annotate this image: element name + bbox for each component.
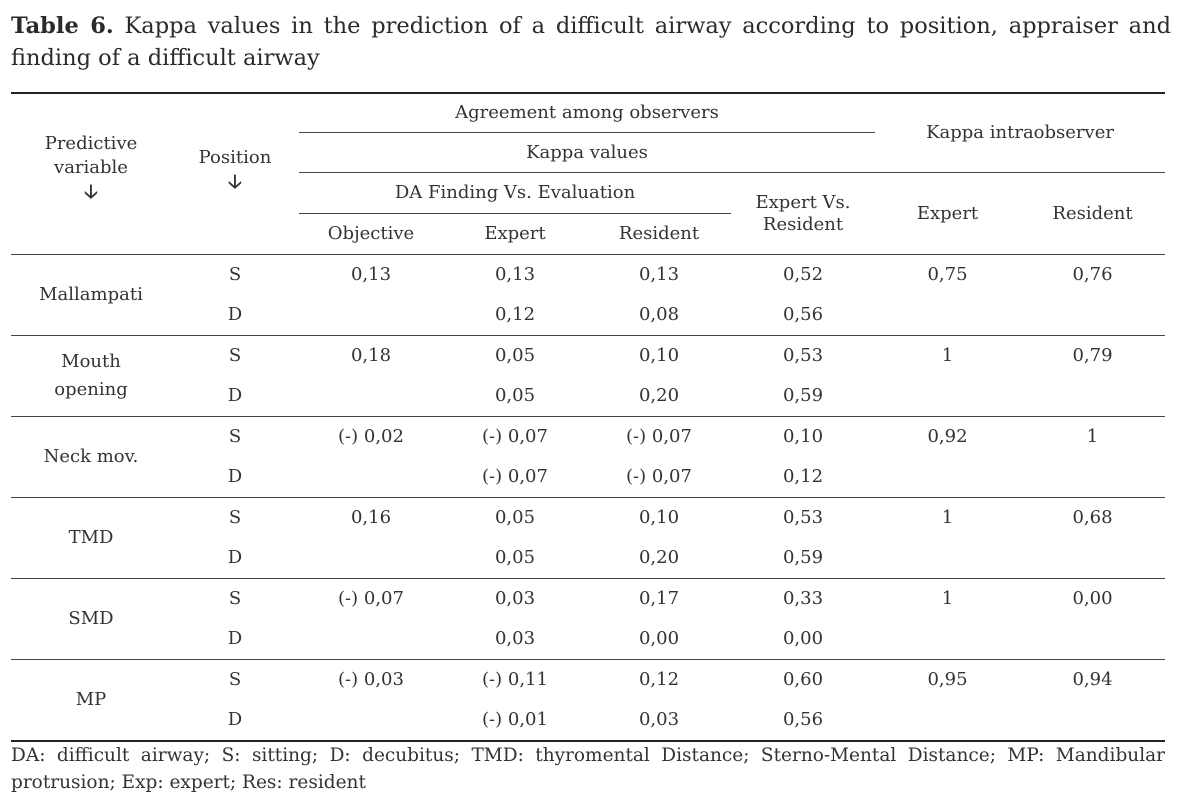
- position-cell: S: [171, 579, 299, 620]
- expert-cell: 0,05: [494, 547, 536, 568]
- header-kappa-values: Kappa values: [299, 133, 875, 173]
- intra-resident-cell: 0,00: [1020, 579, 1165, 620]
- expert-cell: 0,05: [494, 385, 536, 406]
- intra-expert-cell: 1: [875, 498, 1020, 539]
- table-caption: [11, 10, 1171, 74]
- resident-cell: 0,20: [638, 385, 680, 406]
- exp-vs-res-cell: 0,56: [782, 304, 824, 325]
- expert-cell: (-) 0,07: [482, 466, 548, 487]
- expert-cell: 0,03: [494, 628, 536, 649]
- variable-name: TMD: [68, 527, 114, 548]
- position-cell: S: [171, 498, 299, 539]
- table-caption-text: Kappa values in the prediction of a difficult airway according to position, appraiser and finding of a difficult airway: [11, 13, 1171, 71]
- exp-vs-res-cell: 0,60: [731, 660, 875, 701]
- expert-cell: 0,03: [443, 579, 587, 620]
- resident-cell: 0,13: [587, 255, 731, 296]
- position-cell: D: [227, 628, 243, 649]
- objective-cell: 0,16: [299, 498, 443, 539]
- intra-expert-cell: 1: [875, 336, 1020, 377]
- position-cell: S: [171, 417, 299, 458]
- header-predictive-variable: [11, 93, 171, 255]
- expert-cell: 0,05: [443, 336, 587, 377]
- position-cell: D: [227, 547, 243, 568]
- exp-vs-res-cell: 0,53: [731, 498, 875, 539]
- table-caption-label: Table 6.: [11, 13, 114, 39]
- header-kappa-intraobserver: Kappa intraobserver: [875, 93, 1165, 173]
- table-row: [11, 700, 1165, 741]
- resident-cell: 0,10: [587, 498, 731, 539]
- variable-cell: [11, 498, 171, 579]
- intra-expert-cell: 0,92: [875, 417, 1020, 458]
- header-expert-vs-resident-line2: Resident: [762, 213, 844, 235]
- objective-cell: [299, 700, 443, 741]
- objective-cell: [299, 295, 443, 336]
- table-row: [11, 538, 1165, 579]
- table-footnote: DA: difficult airway; S: sitting; D: decubitus; TMD: thyromental Distance; Sterno-Mental Distance; MP: Mandibular protrusion; Exp: expert; Res: resident: [11, 745, 1165, 793]
- exp-vs-res-cell: 0,59: [782, 547, 824, 568]
- intra-resident-cell: 0,79: [1020, 336, 1165, 377]
- header-predictive-variable-line2: variable: [54, 157, 128, 178]
- variable-name: SMD: [68, 608, 114, 629]
- expert-cell: (-) 0,07: [443, 417, 587, 458]
- resident-cell: (-) 0,07: [587, 417, 731, 458]
- table-row: [11, 579, 1165, 620]
- exp-vs-res-cell: 0,10: [731, 417, 875, 458]
- variable-cell: [11, 336, 171, 417]
- header-resident: Resident: [587, 214, 731, 255]
- header-expert-vs-resident: [731, 173, 875, 255]
- exp-vs-res-cell: 0,33: [731, 579, 875, 620]
- header-expert: Expert: [443, 214, 587, 255]
- exp-vs-res-cell: 0,53: [731, 336, 875, 377]
- resident-cell: 0,00: [638, 628, 680, 649]
- variable-cell: [11, 579, 171, 660]
- exp-vs-res-cell: 0,00: [782, 628, 824, 649]
- resident-cell: (-) 0,07: [626, 466, 692, 487]
- table-row: [11, 376, 1165, 417]
- table-row: [11, 498, 1165, 539]
- variable-cell: [11, 255, 171, 336]
- table-row: [11, 417, 1165, 458]
- table-row: [11, 336, 1165, 377]
- table-row: [11, 660, 1165, 701]
- variable-name: Mallampati: [39, 284, 143, 305]
- resident-cell: 0,08: [638, 304, 680, 325]
- resident-cell: 0,20: [638, 547, 680, 568]
- objective-cell: [299, 538, 443, 579]
- variable-name: MP: [75, 689, 107, 710]
- exp-vs-res-cell: 0,56: [731, 700, 875, 741]
- down-arrow-icon: 🡣: [228, 171, 242, 193]
- exp-vs-res-cell: 0,12: [782, 466, 824, 487]
- resident-cell: 0,03: [587, 700, 731, 741]
- table-row: [11, 457, 1165, 498]
- expert-cell: 0,13: [443, 255, 587, 296]
- variable-name: Neck mov.: [43, 446, 139, 467]
- variable-name: Mouth: [61, 351, 121, 372]
- intra-resident-cell: 0,94: [1020, 660, 1165, 701]
- objective-cell: [299, 376, 443, 417]
- header-agreement: Agreement among observers: [299, 93, 875, 133]
- position-cell: D: [227, 304, 243, 325]
- header-intra-expert: Expert: [916, 202, 979, 224]
- objective-cell: 0,13: [299, 255, 443, 296]
- header-objective: Objective: [299, 214, 443, 255]
- down-arrow-icon: 🡣: [84, 181, 98, 203]
- header-da-finding: DA Finding Vs. Evaluation: [299, 173, 731, 214]
- variable-cell: [11, 660, 171, 742]
- intra-resident-cell: 1: [1020, 417, 1165, 458]
- table-row: [11, 255, 1165, 296]
- kappa-table: [11, 92, 1165, 742]
- exp-vs-res-cell: 0,59: [782, 385, 824, 406]
- objective-cell: (-) 0,07: [299, 579, 443, 620]
- expert-cell: (-) 0,01: [443, 700, 587, 741]
- resident-cell: 0,17: [587, 579, 731, 620]
- position-cell: D: [171, 700, 299, 741]
- position-cell: D: [227, 385, 243, 406]
- expert-cell: 0,12: [494, 304, 536, 325]
- header-predictive-variable-line1: Predictive: [44, 133, 138, 154]
- objective-cell: (-) 0,03: [299, 660, 443, 701]
- exp-vs-res-cell: 0,52: [731, 255, 875, 296]
- position-cell: S: [171, 255, 299, 296]
- intra-expert-cell: 0,75: [875, 255, 1020, 296]
- resident-cell: 0,10: [587, 336, 731, 377]
- objective-cell: (-) 0,02: [299, 417, 443, 458]
- table-row: [11, 619, 1165, 660]
- variable-name-line2: opening: [54, 379, 128, 400]
- position-cell: S: [171, 660, 299, 701]
- intra-resident-cell: 0,76: [1020, 255, 1165, 296]
- expert-cell: 0,05: [443, 498, 587, 539]
- resident-cell: 0,12: [587, 660, 731, 701]
- intra-expert-cell: 0,95: [875, 660, 1020, 701]
- header-expert-vs-resident-line1: Expert Vs.: [755, 191, 851, 213]
- intra-resident-cell: 0,68: [1020, 498, 1165, 539]
- header-intra-resident: Resident: [1052, 202, 1133, 224]
- position-cell: S: [171, 336, 299, 377]
- header-position-label: Position: [198, 147, 272, 168]
- header-position: [171, 93, 299, 255]
- objective-cell: [299, 619, 443, 660]
- expert-cell: (-) 0,11: [443, 660, 587, 701]
- variable-cell: [11, 417, 171, 498]
- objective-cell: [299, 457, 443, 498]
- objective-cell: 0,18: [299, 336, 443, 377]
- intra-expert-cell: 1: [875, 579, 1020, 620]
- position-cell: D: [227, 466, 243, 487]
- table-row: [11, 295, 1165, 336]
